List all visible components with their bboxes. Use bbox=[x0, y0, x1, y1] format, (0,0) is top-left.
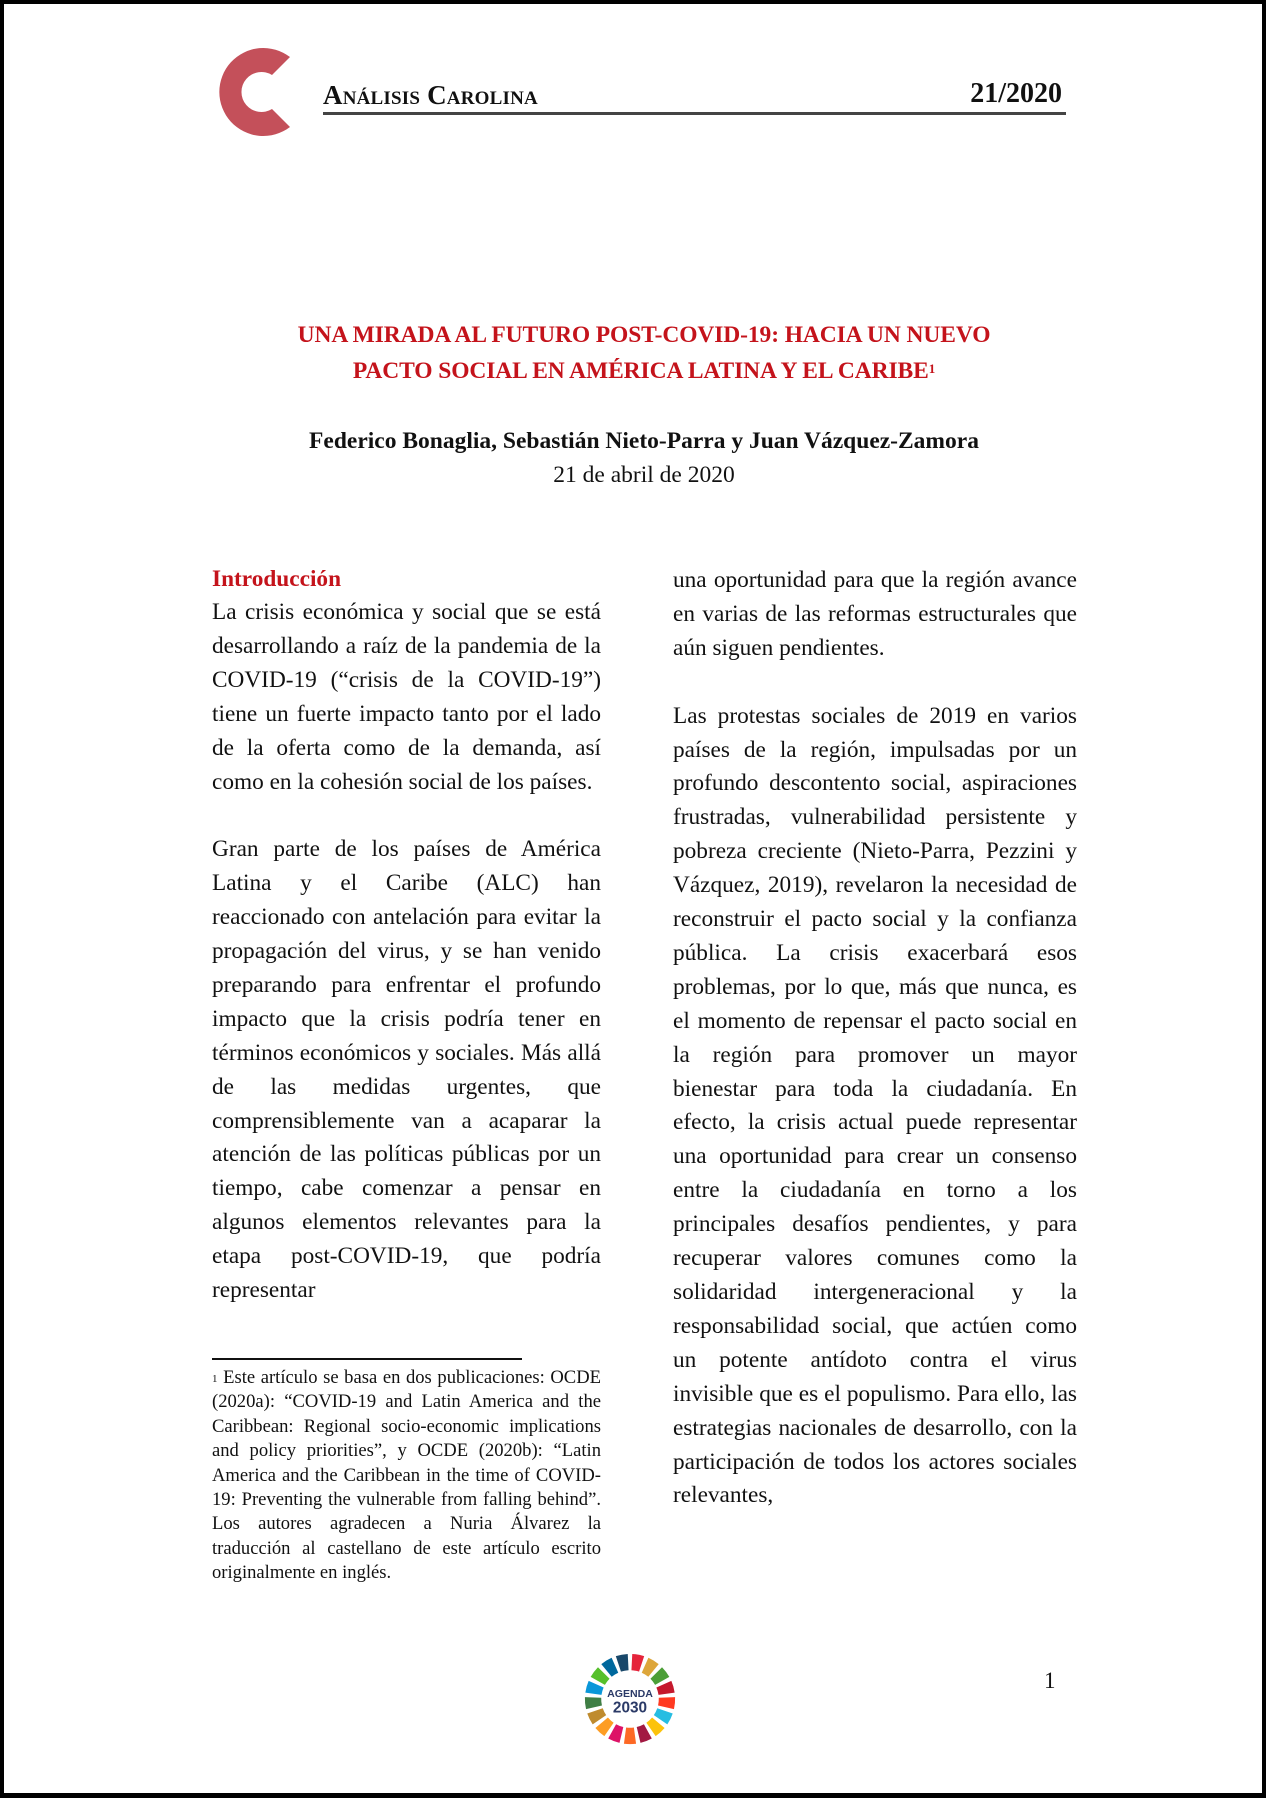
footnote-reference[interactable]: 1 bbox=[928, 361, 936, 376]
header-divider bbox=[323, 112, 1066, 115]
footnote-mark: 1 bbox=[212, 1373, 218, 1385]
title-line-1: UNA MIRADA AL FUTURO POST-COVID-19: HACIA UN NUEVO bbox=[297, 322, 991, 348]
text-column-left bbox=[212, 564, 601, 1308]
article-authors: Federico Bonaglia, Sebastián Nieto-Parra y Juan Vázquez-Zamora bbox=[309, 428, 979, 454]
agenda-2030-sdg-wheel-icon bbox=[582, 1651, 678, 1747]
sdg-logo-text-1: AGENDA bbox=[607, 1688, 653, 1701]
paragraph: Las protestas sociales de 2019 en varios países de la región, impulsadas por un profundo descontento social, aspiraciones frustradas, vulnerabilidad persistente y pobreza creciente (Nieto-Parra, Pezzini y Vázquez, 2019), revelaron la necesidad de reconstruir el pacto social y la confianza pública. La crisis exacerbará esos problemas, por lo que, más que nunca, es el momento de repensar el pacto social en la región para promover un mayor bienestar para toda la ciudadanía. En efecto, la crisis actual puede representar una oportunidad para crear un consenso entre la ciudadanía en torno a los principales desafíos pendientes, y para recuperar valores comunes como la solidaridad intergeneracional y la responsabilidad social, que actúen como un potente antídoto contra el virus invisible que es el populismo. Para ello, las estrategias nacionales de desarrollo, con la participación de todos los actores sociales relevantes, bbox=[673, 702, 1077, 1509]
footnote-divider bbox=[212, 1358, 522, 1360]
text-column-right bbox=[673, 564, 1077, 1513]
document-page bbox=[4, 4, 1262, 1793]
sdg-logo-text-2: 2030 bbox=[612, 1699, 648, 1717]
title-line-2: PACTO SOCIAL EN AMÉRICA LATINA Y EL CARIBE$^1$ bbox=[352, 358, 936, 384]
article-title bbox=[124, 317, 1164, 389]
article-date: 21 de abril de 2020 bbox=[553, 462, 735, 488]
publication-brand: Análisis Carolina bbox=[323, 80, 538, 110]
page-number: 1 bbox=[1044, 1668, 1056, 1693]
paragraph: Gran parte de los países de América Latina y el Caribe (ALC) han reaccionado con antelación para evitar la propagación del virus, y se han venido preparando para enfrentar el profundo impacto que la crisis podría tener en términos económicos y sociales. Más allá de las medidas urgentes, que comprensiblemente van a acaparar la atención de las políticas públicas por un tiempo, cabe comenzar a pensar en algunos elementos relevantes para la etapa post-COVID-19, que podría representar bbox=[212, 836, 601, 1304]
issue-number: 21/2020 bbox=[970, 78, 1062, 109]
analisis-carolina-logo-icon bbox=[218, 43, 298, 141]
paragraph: una oportunidad para que la región avance en varias de las reformas estructurales que aún siguen pendientes. bbox=[673, 567, 1077, 661]
paragraph: La crisis económica y social que se está desarrollando a raíz de la pandemia de la COVID-19 (“crisis de la COVID-19”) tiene un fuerte impacto tanto por el lado de la oferta como de la demanda, así como en la cohesión social de los países. bbox=[212, 599, 601, 795]
footnote-text: Este artículo se basa en dos publicaciones: OCDE (2020a): “COVID-19 and Latin America and the Caribbean: Regional socio-economic implications and policy priorities”, y OCDE (2020b): “Latin America and the Caribbean in the time of COVID-19: Preventing the vulnerable from falling behind”. Los autores agradecen a Nuria Álvarez la traducción al castellano de este artículo escrito originalmente en inglés. bbox=[212, 1367, 601, 1584]
section-heading: Introducción bbox=[212, 566, 342, 592]
footnote bbox=[212, 1366, 601, 1586]
